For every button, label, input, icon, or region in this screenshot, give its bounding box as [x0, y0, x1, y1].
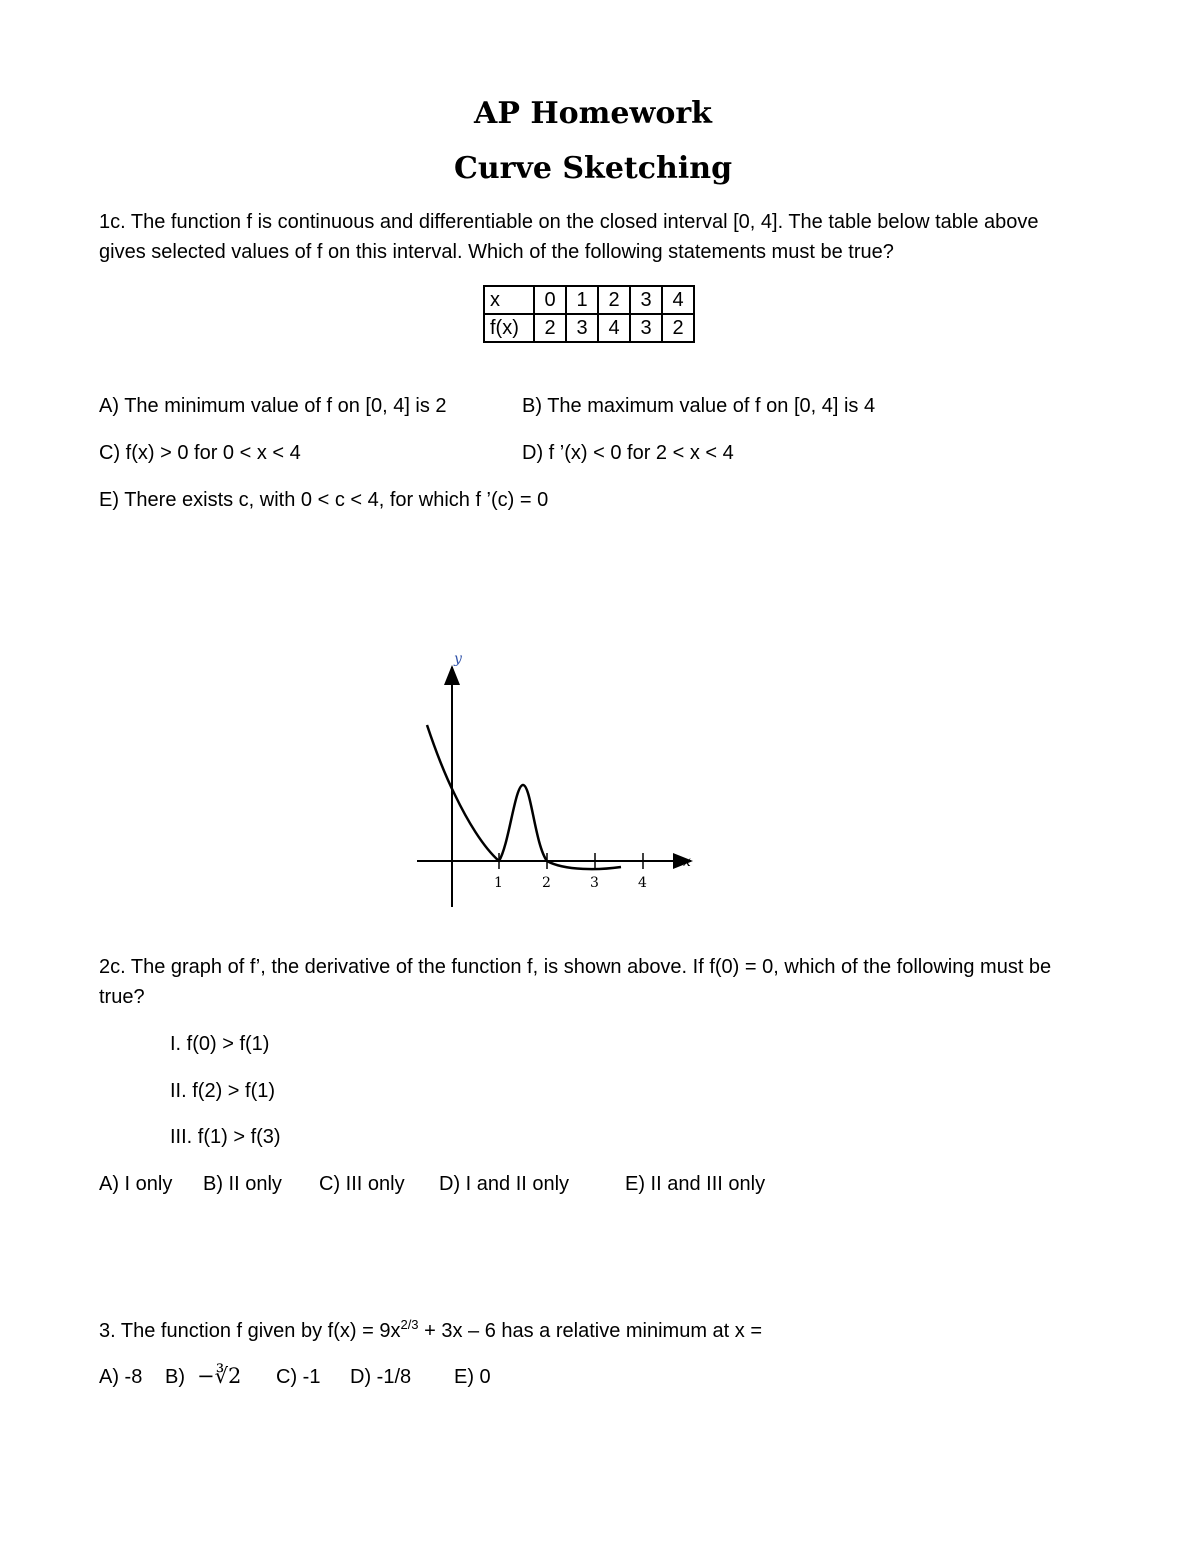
table-row [484, 286, 694, 314]
q3-exponent: 2/3 [400, 1317, 419, 1332]
tick-label: 2 [542, 875, 551, 891]
table-cell: f(x) [484, 314, 534, 342]
q3-choice-a: A) -8 [99, 1366, 143, 1388]
x-axis-label: x [683, 854, 691, 870]
q1-choice-e: E) There exists c, with 0 < c < 4, for which f ’(c) = 0 [99, 489, 549, 511]
tick-label: 1 [494, 875, 503, 891]
derivative-graph [405, 645, 705, 910]
q2-statement-ii: II. f(2) > f(1) [170, 1080, 276, 1102]
q2-choice-b: B) II only [203, 1173, 282, 1195]
q2-statement-iii: III. f(1) > f(3) [170, 1126, 281, 1148]
question-1-prompt: 1c. The function f is continuous and differentiable on the closed interval [0, 4]. The table below table above gives selected values of f on this interval. Which of the following statements must be true? [99, 211, 1039, 263]
q2-choice-c: C) III only [319, 1173, 405, 1195]
q3-choice-c: C) -1 [276, 1366, 321, 1388]
q1-choice-a: A) The minimum value of f on [0, 4] is 2 [99, 395, 447, 417]
q1-choice-d: D) f ’(x) < 0 for 2 < x < 4 [522, 442, 734, 464]
q3-choice-e: E) 0 [454, 1366, 491, 1388]
table-cell: 0 [534, 286, 566, 314]
table-cell: 2 [598, 286, 630, 314]
q2-statement-i: I. f(0) > f(1) [170, 1033, 270, 1055]
q3-prompt-start: 3. The function f given by f(x) = 9x [99, 1320, 401, 1342]
q3-choice-d: D) -1/8 [350, 1366, 412, 1388]
table-cell: 3 [630, 314, 662, 342]
y-axis-label: y [454, 651, 462, 667]
table-row [484, 314, 694, 342]
table-cell: 2 [662, 314, 694, 342]
table-cell: 3 [630, 286, 662, 314]
question-3-prompt [99, 1310, 762, 1346]
tick-label: 4 [638, 875, 647, 891]
q2-choice-e: E) II and III only [625, 1173, 766, 1195]
values-table [483, 285, 695, 343]
q2-choice-d: D) I and II only [439, 1173, 570, 1195]
q1-choice-b: B) The maximum value of f on [0, 4] is 4 [522, 395, 876, 417]
tick-label: 3 [590, 875, 599, 891]
page-subtitle: Curve Sketching [453, 151, 733, 186]
question-2-prompt: 2c. The graph of f’, the derivative of the function f, is shown above. If f(0) = 0, which of the following must be true? [99, 956, 1052, 1008]
table-cell: 2 [534, 314, 566, 342]
page-title: AP Homework [474, 96, 712, 131]
table-cell: 1 [566, 286, 598, 314]
table-cell: x [484, 286, 534, 314]
q3-prompt-end: + 3x – 6 has a relative minimum at x = [418, 1320, 763, 1342]
table-cell: 3 [566, 314, 598, 342]
derivative-curve [427, 725, 621, 869]
q3-choice-b-value: −∛2 [197, 1364, 242, 1388]
q3-choice-b-label: B) [165, 1366, 185, 1388]
q2-choice-a: A) I only [99, 1173, 173, 1195]
table-cell: 4 [662, 286, 694, 314]
q1-choice-c: C) f(x) > 0 for 0 < x < 4 [99, 442, 301, 464]
table-cell: 4 [598, 314, 630, 342]
